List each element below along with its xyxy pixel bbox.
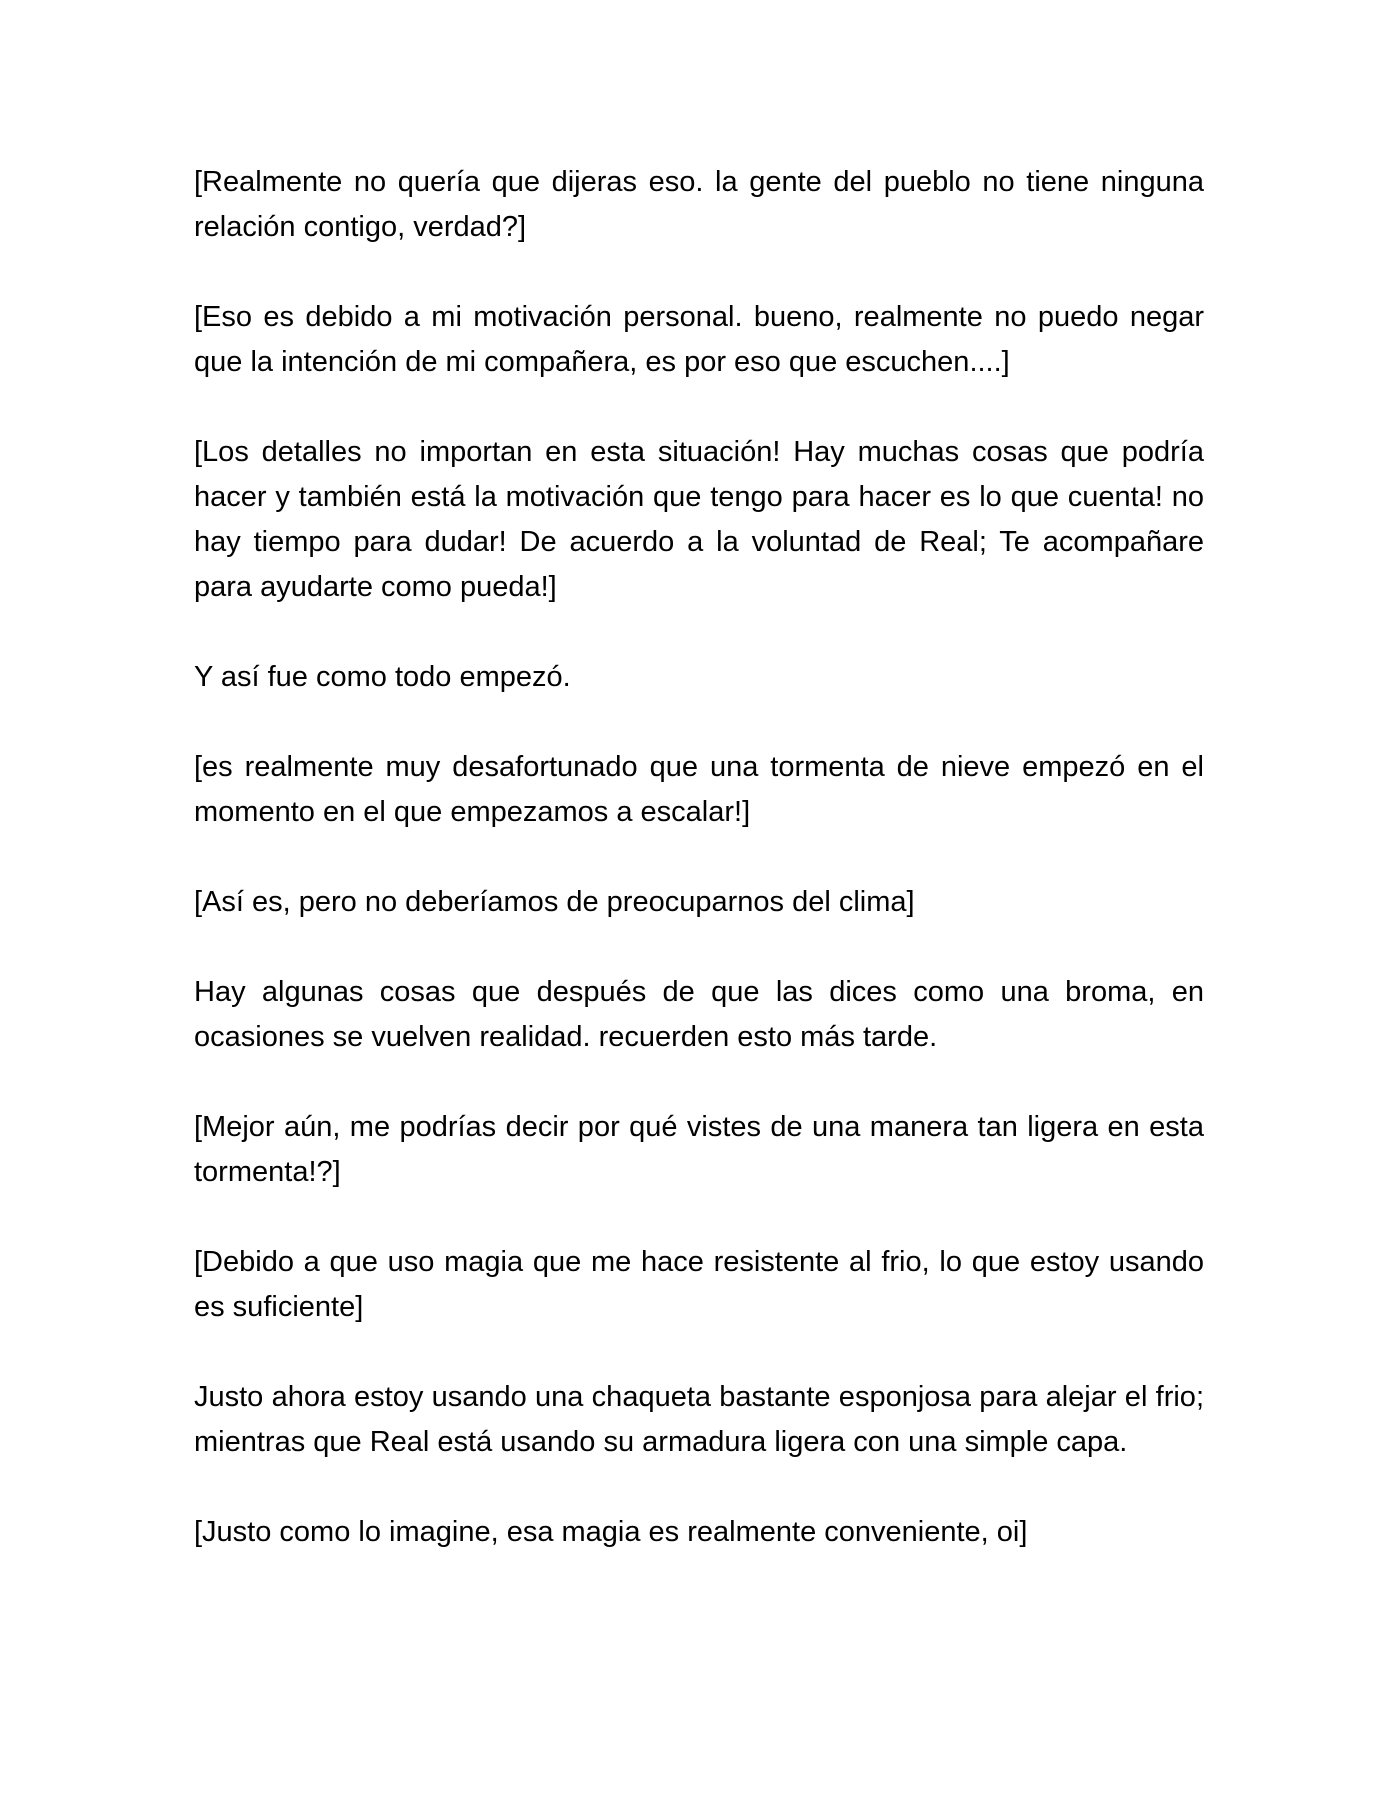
paragraph-3: [Los detalles no importan en esta situación! Hay muchas cosas que podría hacer y también está la motivación que tengo para hacer es lo que cuenta! no hay tiempo para dudar! De acuerdo a la voluntad de Real; Te acompañare para ayudarte como pueda!] <box>194 436 1204 603</box>
paragraph-6: [Así es, pero no deberíamos de preocuparnos del clima] <box>194 886 915 918</box>
document-body <box>194 160 1204 1555</box>
paragraph-2: [Eso es debido a mi motivación personal. bueno, realmente no puedo negar que la intención de mi compañera, es por eso que escuchen....] <box>194 301 1204 378</box>
paragraph-5: [es realmente muy desafortunado que una tormenta de nieve empezó en el momento en el que empezamos a escalar!] <box>194 751 1204 828</box>
paragraph-10: Justo ahora estoy usando una chaqueta bastante esponjosa para alejar el frio; mientras que Real está usando su armadura ligera con una simple capa. <box>194 1381 1204 1458</box>
paragraph-1: [Realmente no quería que dijeras eso. la gente del pueblo no tiene ninguna relación contigo, verdad?] <box>194 166 1204 243</box>
paragraph-11: [Justo como lo imagine, esa magia es realmente conveniente, oi] <box>194 1516 1028 1548</box>
paragraph-8: [Mejor aún, me podrías decir por qué vistes de una manera tan ligera en esta tormenta!?] <box>194 1111 1204 1188</box>
paragraph-4: Y así fue como todo empezó. <box>194 661 571 693</box>
paragraph-9: [Debido a que uso magia que me hace resistente al frio, lo que estoy usando es suficiente] <box>194 1246 1204 1323</box>
paragraph-7: Hay algunas cosas que después de que las dices como una broma, en ocasiones se vuelven realidad. recuerden esto más tarde. <box>194 976 1204 1053</box>
